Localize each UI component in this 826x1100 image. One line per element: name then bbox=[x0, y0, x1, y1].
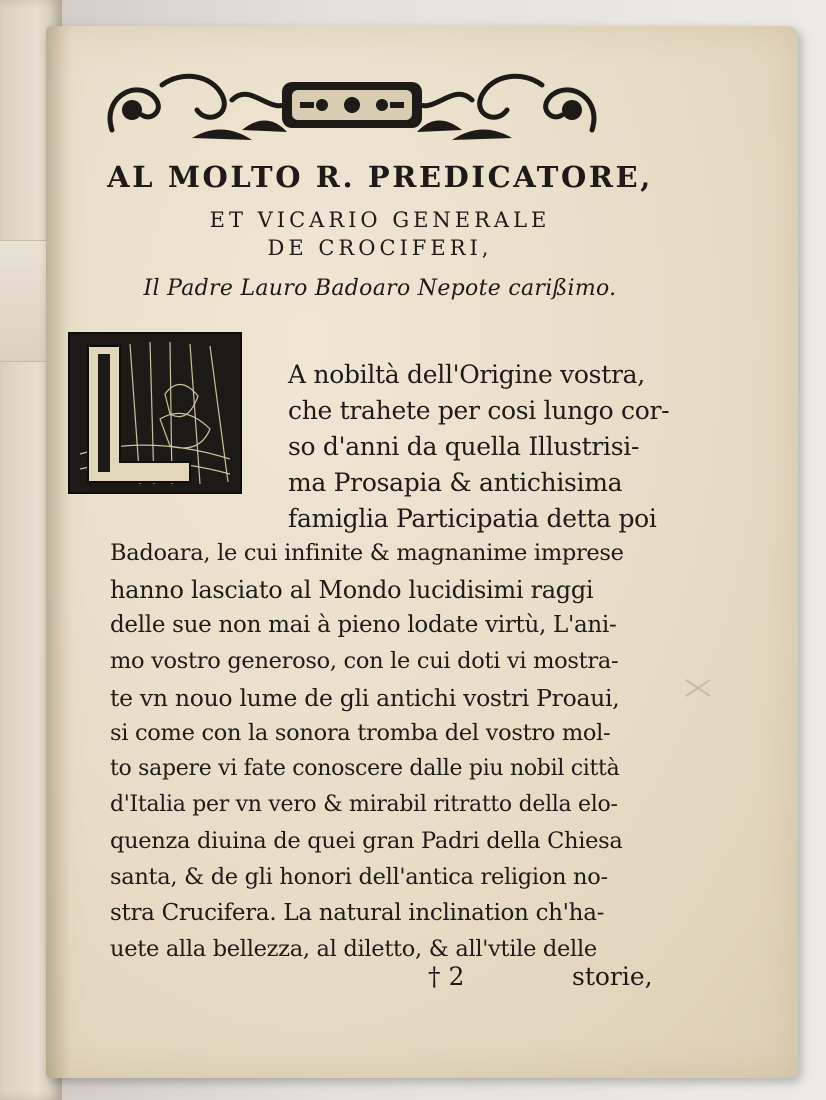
signature-mark: † 2 bbox=[428, 962, 465, 991]
headpiece-ornament bbox=[92, 60, 612, 150]
woodcut-illustration-icon bbox=[70, 334, 240, 492]
body-line-16: stra Crucifera. La natural inclination ch'ha- bbox=[110, 900, 605, 926]
body-line-3: so d'anni da quella Illustrisi- bbox=[288, 432, 640, 461]
body-line-1: A nobiltà dell'Origine vostra, bbox=[288, 360, 645, 389]
body-line-17: uete alla bellezza, al diletto, & all'vtile delle bbox=[110, 936, 597, 962]
ornament-scroll-icon bbox=[92, 60, 612, 150]
body-line-15: santa, & de gli honori dell'antica religion no- bbox=[110, 864, 608, 890]
catchword: storie, bbox=[572, 962, 653, 991]
body-line-12: to sapere vi fate conoscere dalle piu nobil città bbox=[110, 756, 620, 781]
body-line-4: ma Prosapia & antichisima bbox=[288, 468, 623, 497]
dedication-subheading: ET VICARIO GENERALE bbox=[209, 208, 551, 232]
body-line-13: d'Italia per vn vero & mirabil ritratto della elo- bbox=[110, 792, 618, 817]
body-line-9: mo vostro generoso, con le cui doti vi mostra- bbox=[110, 648, 619, 674]
body-line-14: quenza diuina de quei gran Padri della Chiesa bbox=[110, 828, 623, 854]
drop-cap-woodcut bbox=[68, 332, 242, 494]
dedication-subheading-2: DE CROCIFERI, bbox=[267, 236, 493, 260]
dedication-heading: AL MOLTO R. PREDICATORE, bbox=[107, 160, 653, 194]
body-line-10: te vn nouo lume de gli antichi vostri Proaui, bbox=[110, 684, 620, 712]
body-line-5: famiglia Participatia detta poi bbox=[288, 504, 657, 533]
body-line-2: che trahete per cosi lungo cor- bbox=[288, 396, 670, 425]
dedicatee-line: Il Padre Lauro Badoaro Nepote carißimo. bbox=[143, 276, 617, 301]
body-line-11: si come con la sonora tromba del vostro mol- bbox=[110, 720, 611, 746]
body-line-7: hanno lasciato al Mondo lucidisimi raggi bbox=[110, 576, 594, 604]
body-line-8: delle sue non mai à pieno lodate virtù, L'ani- bbox=[110, 612, 617, 638]
body-line-6: Badoara, le cui infinite & magnanime imprese bbox=[110, 540, 624, 566]
faint-ink-mark-icon bbox=[682, 676, 714, 700]
